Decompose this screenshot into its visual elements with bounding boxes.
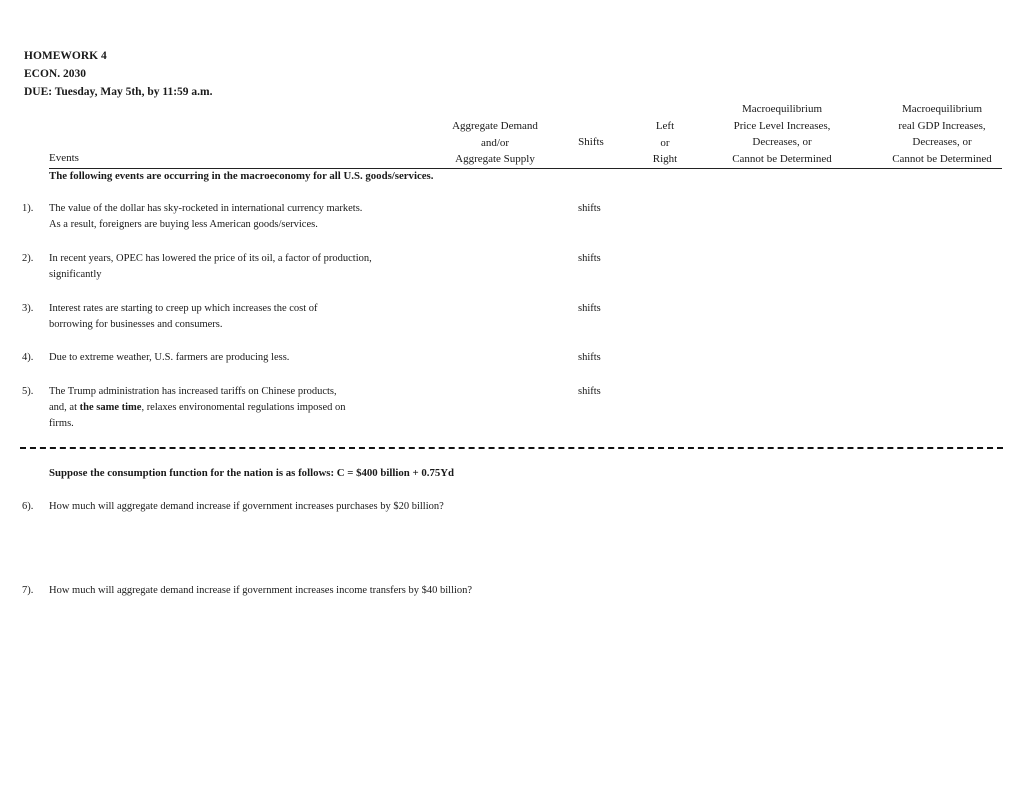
column-shifts: Shifts	[578, 136, 604, 148]
column-price-level-line4: Cannot be Determined	[732, 152, 832, 165]
homework-title: HOMEWORK 4	[24, 50, 107, 62]
event-5-text	[49, 384, 346, 432]
column-ad-as-line1: Aggregate Demand	[452, 120, 538, 132]
question-7-number: 7).	[22, 585, 34, 596]
event-2-number: 2).	[22, 253, 34, 264]
event-5-number: 5).	[22, 386, 34, 397]
event-2-line2: significantly	[49, 269, 102, 280]
column-ad-as-line2: and/or	[480, 136, 510, 149]
event-1-number: 1).	[22, 203, 34, 214]
event-3-line1: Interest rates are starting to creep up which increases the cost of	[49, 303, 318, 314]
event-2-shift: shifts	[578, 253, 601, 264]
header-rule	[49, 168, 1002, 169]
section2-intro: Suppose the consumption function for the nation is as follows: C = $400 billion + 0.75Yd	[49, 467, 455, 479]
event-5-line3: firms.	[49, 418, 74, 429]
section1-intro: The following events are occurring in the macroeconomy for all U.S. goods/services.	[49, 170, 434, 182]
column-direction-line1: Left	[655, 120, 675, 132]
column-real-gdp-line4: Cannot be Determined	[892, 152, 992, 165]
event-4-text	[49, 350, 289, 366]
event-4-number: 4).	[22, 352, 34, 363]
column-real-gdp-line2: real GDP Increases,	[898, 119, 986, 132]
event-5-line2	[49, 400, 346, 416]
column-price-level-line1: Macroequilibrium	[741, 103, 823, 115]
column-direction-line3: Right	[652, 153, 678, 165]
event-2-text	[49, 251, 372, 283]
event-5-shift: shifts	[578, 386, 601, 397]
column-direction	[640, 118, 690, 168]
course-number: ECON. 2030	[24, 68, 86, 80]
event-4-shift: shifts	[578, 352, 601, 363]
event-3-shift: shifts	[578, 303, 601, 314]
event-4-line1: Due to extreme weather, U.S. farmers are producing less.	[49, 352, 290, 363]
event-3-text	[49, 301, 318, 333]
column-real-gdp-line1: Macroequilibrium	[901, 103, 983, 115]
event-1-text	[49, 201, 362, 233]
column-real-gdp	[872, 101, 1012, 167]
section-divider	[20, 447, 1003, 449]
event-1-shift: shifts	[578, 203, 601, 214]
column-ad-as	[425, 118, 565, 168]
column-price-level	[712, 101, 852, 167]
event-1-line1: The value of the dollar has sky-rocketed in international currency markets.	[49, 203, 363, 214]
event-3-line2: borrowing for businesses and consumers.	[49, 319, 223, 330]
column-events: Events	[49, 152, 79, 164]
event-2-line1: In recent years, OPEC has lowered the price of its oil, a factor of production,	[49, 253, 372, 264]
column-price-level-line2: Price Level Increases,	[733, 119, 831, 132]
due-date: DUE: Tuesday, May 5th, by 11:59 a.m.	[24, 86, 213, 98]
question-6-text: How much will aggregate demand increase if government increases purchases by $20 billion?	[49, 501, 444, 512]
event-5-line2-start: and, at	[49, 402, 80, 413]
column-ad-as-line3: Aggregate Supply	[455, 153, 535, 165]
question-6-number: 6).	[22, 501, 34, 512]
column-real-gdp-line3: Decreases, or	[912, 136, 972, 148]
event-5-emphasis: the same time	[79, 402, 142, 413]
event-5-line1: The Trump administration has increased tariffs on Chinese products,	[49, 386, 337, 397]
event-3-number: 3).	[22, 303, 34, 314]
question-7-text: How much will aggregate demand increase if government increases income transfers by $40 billion?	[49, 585, 473, 596]
column-direction-line2: or	[660, 136, 670, 149]
event-5-line2-end: , relaxes environomental regulations imposed on	[141, 402, 346, 413]
column-price-level-line3: Decreases, or	[752, 136, 812, 148]
event-1-line2: As a result, foreigners are buying less American goods/services.	[49, 219, 318, 230]
